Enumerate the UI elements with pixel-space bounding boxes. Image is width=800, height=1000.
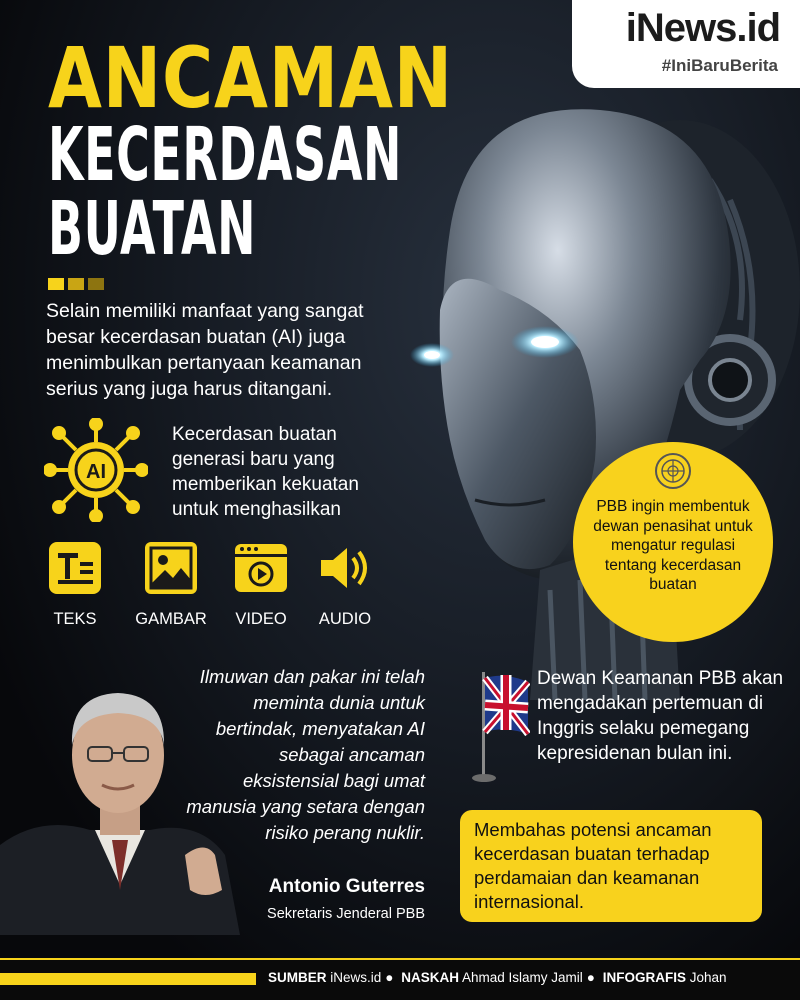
media-label: AUDIO xyxy=(318,610,372,628)
text-document-icon xyxy=(47,540,103,596)
ai-icon-label: AI xyxy=(86,461,106,483)
footer xyxy=(0,960,800,1000)
quote-author-name: Antonio Guterres xyxy=(268,876,425,897)
title-line-1: ANCAMAN xyxy=(48,29,453,127)
ai-description: Kecerdasan buatan generasi baru yang memberikan kekuatan untuk menghasilkan xyxy=(172,424,359,520)
media-item-audio xyxy=(300,540,390,629)
brand-logo: iNews.id xyxy=(625,6,780,50)
media-label: TEKS xyxy=(53,610,97,628)
highlight-text: Membahas potensi ancaman kecerdasan buatan terhadap perdamaian dan keamanan internasional. xyxy=(474,819,712,912)
uk-flag-icon xyxy=(470,668,530,788)
footer-accent-bar xyxy=(0,973,256,985)
image-icon xyxy=(143,540,199,596)
security-council-text: Dewan Keamanan PBB akan mengadakan pertemuan di Inggris selaku pemegang kepresidenan bulan ini. xyxy=(537,668,784,764)
credit-writer: Ahmad Islamy Jamil xyxy=(462,970,583,985)
title-line-3: BUATAN xyxy=(48,186,257,272)
decorative-squares xyxy=(48,278,104,290)
media-label: GAMBAR xyxy=(135,610,207,628)
video-play-icon xyxy=(233,540,289,596)
credit-graphics-label: INFOGRAFIS xyxy=(602,970,686,985)
media-item-teks xyxy=(30,540,120,629)
brand-tagline: #IniBaruBerita xyxy=(661,56,778,75)
title-line-2: KECERDASAN xyxy=(48,112,402,198)
un-info-circle xyxy=(573,442,773,642)
un-emblem-icon xyxy=(653,451,693,491)
speaker-icon xyxy=(317,540,373,596)
quote-text: Ilmuwan dan pakar ini telah meminta dunia untuk bertindak, menyatakan AI sebagai ancaman eksistensial bagi umat manusia yang setara dengan risiko perang nuklir. xyxy=(186,666,425,843)
media-item-gambar xyxy=(126,540,216,629)
intro-paragraph: Selain memiliki manfaat yang sangat besar kecerdasan buatan (AI) juga menimbulkan pertanyaan keamanan serius yang juga harus ditangani. xyxy=(46,300,364,400)
media-label: VIDEO xyxy=(235,610,287,628)
credit-graphics: Johan xyxy=(689,970,727,985)
un-circle-text: PBB ingin membentuk dewan penasihat untuk mengatur regulasi tentang kecerdasan buatan xyxy=(593,498,753,593)
quote-author-role: Sekretaris Jenderal PBB xyxy=(267,906,425,922)
ai-chip-icon xyxy=(44,418,148,522)
highlight-box xyxy=(460,810,762,922)
media-item-video xyxy=(216,540,306,629)
brand-logo-panel xyxy=(572,0,800,88)
credits: SUMBER iNews.id ● NASKAH Ahmad Islamy Jamil ● INFOGRAFIS Johan xyxy=(268,970,727,985)
credit-writer-label: NASKAH xyxy=(401,970,459,985)
credit-source: iNews.id xyxy=(330,970,382,985)
credit-source-label: SUMBER xyxy=(268,970,327,985)
